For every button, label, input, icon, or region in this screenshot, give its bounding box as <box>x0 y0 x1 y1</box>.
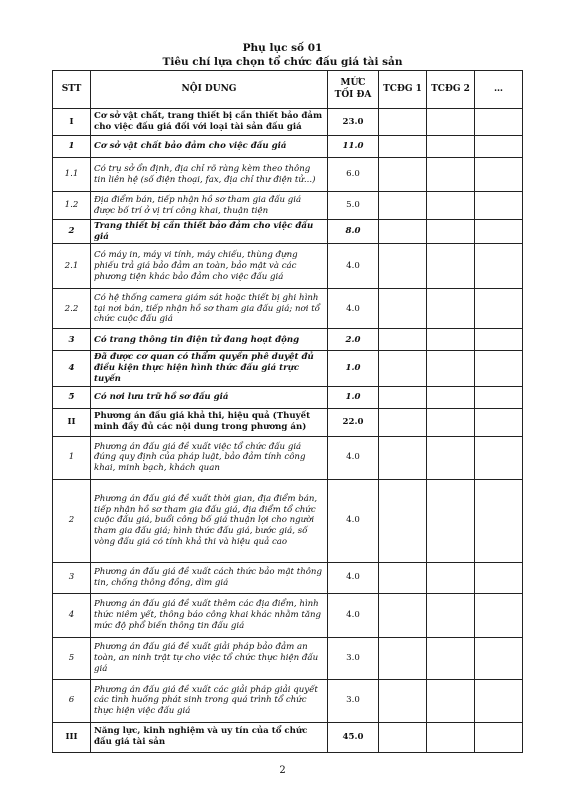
row-stt: III <box>53 722 91 752</box>
row-tcdg-1 <box>379 436 427 479</box>
row-tcdg-1 <box>379 722 427 752</box>
row-more <box>475 637 523 679</box>
row-more <box>475 109 523 136</box>
row-max-score: 22.0 <box>328 408 379 436</box>
row-tcdg-1 <box>379 158 427 192</box>
row-more <box>475 220 523 244</box>
row-more <box>475 158 523 192</box>
row-more <box>475 192 523 220</box>
row-tcdg-2 <box>427 722 475 752</box>
row-tcdg-2 <box>427 244 475 289</box>
table-row <box>53 289 523 329</box>
row-max-score: 4.0 <box>328 479 379 562</box>
row-stt: 6 <box>53 679 91 722</box>
row-tcdg-2 <box>427 593 475 637</box>
row-content: Có hệ thống camera giám sát hoặc thiết bị ghi hình tại nơi bán, tiếp nhận hồ sơ tham gia đấu giá; nơi tổ chức cuộc đấu giá <box>91 289 328 329</box>
row-max-score: 1.0 <box>328 386 379 408</box>
row-tcdg-2 <box>427 637 475 679</box>
row-stt: 1.1 <box>53 158 91 192</box>
criteria-rows <box>53 109 523 753</box>
row-more <box>475 136 523 158</box>
row-max-score: 4.0 <box>328 436 379 479</box>
row-stt: 5 <box>53 386 91 408</box>
table-row <box>53 436 523 479</box>
table-row <box>53 637 523 679</box>
row-content: Phương án đấu giá đề xuất thời gian, địa điểm bán, tiếp nhận hồ sơ tham gia đấu giá, địa điểm tổ chức cuộc đấu giá, buổi công bố giá thuận lợi cho người tham gia đấu giá; hình thức đấu giá, bước giá, số vòng đấu giá có tính khả thi và hiệu quả cao <box>91 479 328 562</box>
row-tcdg-2 <box>427 351 475 386</box>
row-tcdg-2 <box>427 436 475 479</box>
row-stt: 2 <box>53 479 91 562</box>
row-max-score: 3.0 <box>328 679 379 722</box>
row-stt: 4 <box>53 593 91 637</box>
criteria-table <box>52 70 523 753</box>
table-row <box>53 351 523 386</box>
row-stt: 2.2 <box>53 289 91 329</box>
row-tcdg-1 <box>379 244 427 289</box>
row-max-score: 2.0 <box>328 329 379 351</box>
row-content: Cơ sở vật chất, trang thiết bị cần thiết bảo đảm cho việc đấu giá đối với loại tài sản đấu giá <box>91 109 328 136</box>
row-content: Có trụ sở ổn định, địa chỉ rõ ràng kèm theo thông tin liên hệ (số điện thoại, fax, địa chỉ thư điện tử...) <box>91 158 328 192</box>
row-tcdg-2 <box>427 679 475 722</box>
row-max-score: 11.0 <box>328 136 379 158</box>
row-content: Phương án đấu giá đề xuất cách thức bảo mật thông tin, chống thông đồng, dìm giá <box>91 562 328 593</box>
row-more <box>475 386 523 408</box>
row-max-score: 3.0 <box>328 637 379 679</box>
row-stt: 3 <box>53 562 91 593</box>
row-stt: 2 <box>53 220 91 244</box>
table-row <box>53 386 523 408</box>
row-tcdg-2 <box>427 562 475 593</box>
row-more <box>475 479 523 562</box>
row-tcdg-2 <box>427 192 475 220</box>
table-row <box>53 329 523 351</box>
row-tcdg-2 <box>427 289 475 329</box>
row-more <box>475 436 523 479</box>
row-content: Phương án đấu giá khả thi, hiệu quả (Thuyết minh đầy đủ các nội dung trong phương án) <box>91 408 328 436</box>
row-max-score: 45.0 <box>328 722 379 752</box>
column-header-content: NỘI DUNG <box>91 71 328 109</box>
table-row <box>53 220 523 244</box>
table-row <box>53 109 523 136</box>
column-header-stt: STT <box>53 71 91 109</box>
column-header-max-score: MỨC TỐI ĐA <box>328 71 379 109</box>
row-tcdg-1 <box>379 289 427 329</box>
row-content: Phương án đấu giá đề xuất thêm các địa điểm, hình thức niêm yết, thông báo công khai khác nhằm tăng mức độ phổ biến thông tin đấu giá <box>91 593 328 637</box>
table-row <box>53 244 523 289</box>
row-max-score: 4.0 <box>328 289 379 329</box>
row-tcdg-2 <box>427 329 475 351</box>
row-tcdg-1 <box>379 109 427 136</box>
table-row <box>53 408 523 436</box>
row-content: Trang thiết bị cần thiết bảo đảm cho việc đấu giá <box>91 220 328 244</box>
row-tcdg-1 <box>379 562 427 593</box>
row-content: Năng lực, kinh nghiệm và uy tín của tổ chức đấu giá tài sản <box>91 722 328 752</box>
row-more <box>475 562 523 593</box>
row-content: Có trang thông tin điện tử đang hoạt động <box>91 329 328 351</box>
row-tcdg-1 <box>379 192 427 220</box>
row-max-score: 4.0 <box>328 244 379 289</box>
row-more <box>475 289 523 329</box>
row-content: Phương án đấu giá đề xuất giải pháp bảo đảm an toàn, an ninh trật tự cho việc tổ chức thực hiện đấu giá <box>91 637 328 679</box>
row-tcdg-2 <box>427 136 475 158</box>
column-header-tcdg-1: TCĐG 1 <box>379 71 427 109</box>
table-row <box>53 593 523 637</box>
row-max-score: 23.0 <box>328 109 379 136</box>
row-tcdg-2 <box>427 386 475 408</box>
column-header-more: … <box>475 71 523 109</box>
row-tcdg-2 <box>427 479 475 562</box>
row-tcdg-1 <box>379 351 427 386</box>
row-max-score: 1.0 <box>328 351 379 386</box>
row-stt: 3 <box>53 329 91 351</box>
table-row <box>53 136 523 158</box>
row-tcdg-2 <box>427 158 475 192</box>
table-row <box>53 722 523 752</box>
row-tcdg-1 <box>379 386 427 408</box>
table-row <box>53 158 523 192</box>
table-row <box>53 679 523 722</box>
row-stt: 1 <box>53 436 91 479</box>
row-tcdg-1 <box>379 593 427 637</box>
row-stt: 2.1 <box>53 244 91 289</box>
row-content: Địa điểm bán, tiếp nhận hồ sơ tham gia đấu giá được bố trí ở vị trí công khai, thuận tiện <box>91 192 328 220</box>
row-more <box>475 329 523 351</box>
row-max-score: 5.0 <box>328 192 379 220</box>
row-more <box>475 351 523 386</box>
row-stt: 5 <box>53 637 91 679</box>
appendix-label: Phụ lục số 01 <box>242 42 323 54</box>
row-tcdg-2 <box>427 109 475 136</box>
row-tcdg-1 <box>379 408 427 436</box>
column-header-tcdg-2: TCĐG 2 <box>427 71 475 109</box>
row-tcdg-1 <box>379 679 427 722</box>
row-stt: 1 <box>53 136 91 158</box>
row-tcdg-1 <box>379 329 427 351</box>
row-tcdg-2 <box>427 408 475 436</box>
row-content: Phương án đấu giá đề xuất việc tổ chức đấu giá đúng quy định của pháp luật, bảo đảm tính công khai, minh bạch, khách quan <box>91 436 328 479</box>
row-stt: 4 <box>53 351 91 386</box>
row-content: Cơ sở vật chất bảo đảm cho việc đấu giá <box>91 136 328 158</box>
row-tcdg-1 <box>379 637 427 679</box>
row-content: Phương án đấu giá đề xuất các giải pháp giải quyết các tình huống phát sinh trong quá trình tổ chức thực hiện việc đấu giá <box>91 679 328 722</box>
table-row <box>53 479 523 562</box>
document-title: Tiêu chí lựa chọn tổ chức đấu giá tài sản <box>162 56 403 68</box>
row-stt: II <box>53 408 91 436</box>
row-content: Có máy in, máy vi tính, máy chiếu, thùng đựng phiếu trả giá bảo đảm an toàn, bảo mật và các phương tiện khác bảo đảm cho việc đấu giá <box>91 244 328 289</box>
row-max-score: 6.0 <box>328 158 379 192</box>
row-tcdg-1 <box>379 479 427 562</box>
page-number: 2 <box>279 765 286 776</box>
table-row <box>53 562 523 593</box>
row-more <box>475 679 523 722</box>
row-more <box>475 722 523 752</box>
row-more <box>475 408 523 436</box>
row-more <box>475 244 523 289</box>
table-row <box>53 192 523 220</box>
row-stt: 1.2 <box>53 192 91 220</box>
row-tcdg-1 <box>379 220 427 244</box>
row-max-score: 4.0 <box>328 562 379 593</box>
row-tcdg-1 <box>379 136 427 158</box>
row-tcdg-2 <box>427 220 475 244</box>
row-max-score: 4.0 <box>328 593 379 637</box>
row-more <box>475 593 523 637</box>
row-max-score: 8.0 <box>328 220 379 244</box>
row-content: Có nơi lưu trữ hồ sơ đấu giá <box>91 386 328 408</box>
row-content: Đã được cơ quan có thẩm quyền phê duyệt đủ điều kiện thực hiện hình thức đấu giá trực tuyến <box>91 351 328 386</box>
row-stt: I <box>53 109 91 136</box>
